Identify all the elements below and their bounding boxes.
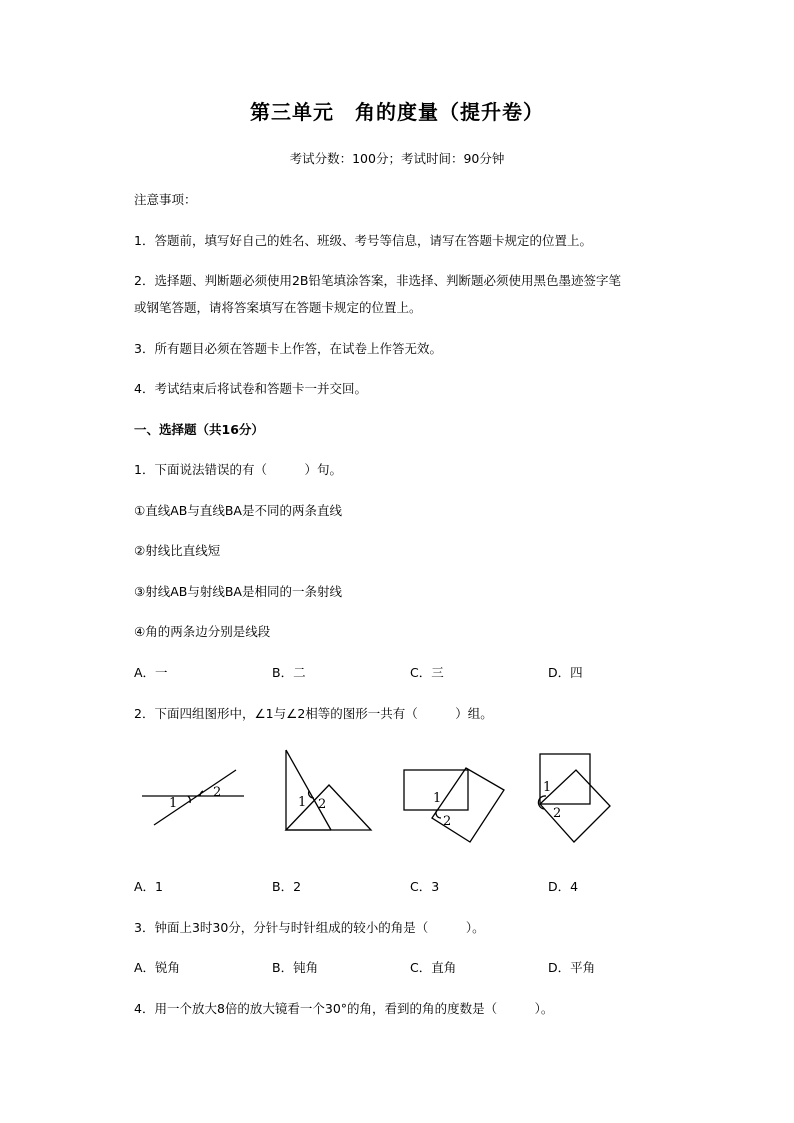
question-3-option-a[interactable]: A．锐角: [134, 960, 181, 975]
question-3-option-b[interactable]: B．钝角: [272, 960, 319, 975]
figure-d: [538, 754, 610, 842]
question-1-option-d[interactable]: D．四: [548, 665, 583, 680]
question-1-statement: ①直线AB与直线BA是不同的两条直线: [134, 503, 342, 518]
question-2-stem: 2．下面四组图形中，∠1与∠2相等的图形一共有（ ）组。: [134, 706, 493, 721]
page-title: 第三单元 角的度量（提升卷）: [250, 100, 544, 124]
question-4-stem: 4．用一个放大8倍的放大镜看一个30°的角，看到的角的度数是（ ）。: [134, 1001, 554, 1016]
question-1-stem: 1．下面说法错误的有（ ）句。: [134, 462, 342, 477]
figure-d-label-1: 1: [543, 780, 552, 795]
section-heading: 一、选择题（共16分）: [134, 422, 264, 437]
question-3-option-c[interactable]: C．直角: [410, 960, 457, 975]
question-1-option-c[interactable]: C．三: [410, 665, 444, 680]
figure-a: [142, 770, 244, 825]
exam-info: 考试分数：100分；考试时间：90分钟: [289, 151, 505, 166]
question-1-statement: ④角的两条边分别是线段: [134, 624, 271, 639]
figure-c-label-1: 1: [433, 791, 442, 806]
figure-d-label-2: 2: [553, 806, 562, 821]
figure-b: [286, 750, 371, 830]
figure-b-label-2: 2: [318, 797, 327, 812]
figure-a-label-2: 2: [213, 785, 222, 800]
note-item: 2．选择题、判断题必须使用2B铅笔填涂答案，非选择、判断题必须使用黑色墨迹签字笔: [134, 273, 621, 288]
question-2-figures: [130, 745, 630, 850]
figure-a-label-1: 1: [169, 796, 178, 811]
question-2-option-c[interactable]: C．3: [410, 879, 440, 894]
question-1-option-b[interactable]: B．二: [272, 665, 306, 680]
note-item: 或钢笔答题，请将答案填写在答题卡规定的位置上。: [134, 300, 422, 315]
note-item: 4．考试结束后将试卷和答题卡一并交回。: [134, 381, 367, 396]
question-3-option-d[interactable]: D．平角: [548, 960, 596, 975]
note-item: 1．答题前，填写好自己的姓名、班级、考号等信息，请写在答题卡规定的位置上。: [134, 233, 592, 248]
question-2-option-b[interactable]: B．2: [272, 879, 302, 894]
figure-c-label-2: 2: [443, 814, 452, 829]
notes-heading: 注意事项：: [134, 192, 197, 207]
note-item: 3．所有题目必须在答题卡上作答，在试卷上作答无效。: [134, 341, 442, 356]
question-3-stem: 3．钟面上3时30分，分针与时针组成的较小的角是（ ）。: [134, 920, 485, 935]
question-1-statement: ③射线AB与射线BA是相同的一条射线: [134, 584, 342, 599]
question-2-option-d[interactable]: D．4: [548, 879, 579, 894]
question-1-option-a[interactable]: A．一: [134, 665, 168, 680]
figure-b-label-1: 1: [298, 795, 307, 810]
question-1-statement: ②射线比直线短: [134, 543, 221, 558]
figure-c: [404, 768, 504, 842]
question-2-option-a[interactable]: A．1: [134, 879, 164, 894]
